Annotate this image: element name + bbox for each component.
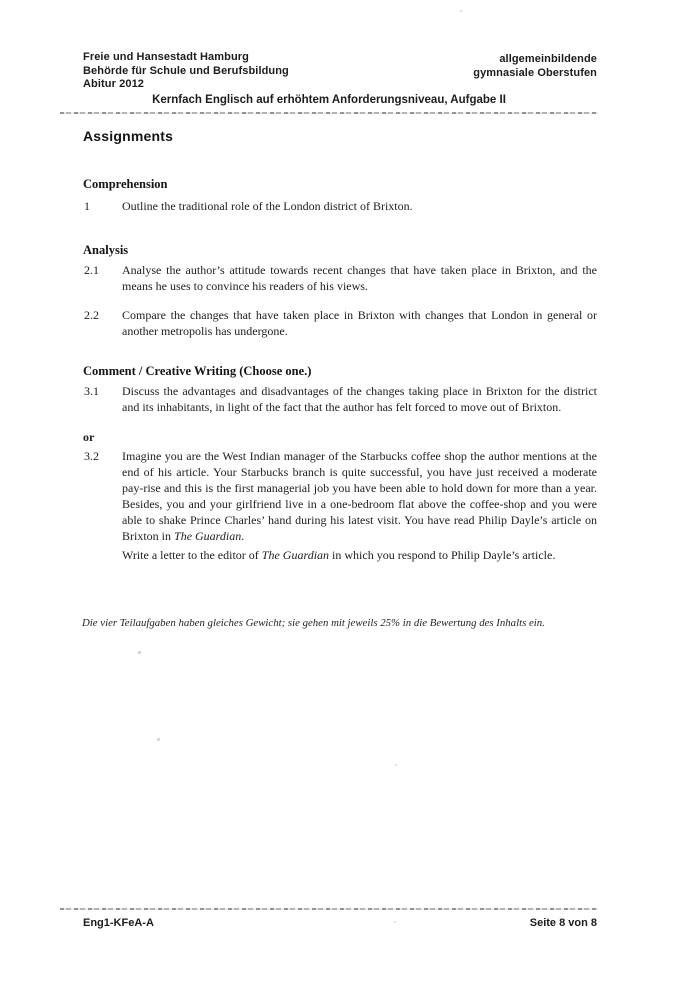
task-text: Analyse the author’s attitude towards recent changes that have taken place in Brixton, and the means he uses to convince his readers of his views. [122,263,597,293]
task-number: 1 [84,199,90,213]
task-text: Outline the traditional role of the London district of Brixton. [122,199,413,213]
footer-document-code: Eng1-KFeA-A [83,917,154,929]
task-text-segment: Imagine you are the West Indian manager of the Starbucks coffee shop the author mentions at the end of his article. Your Starbucks branch is quite successful, you have just received a moderate pay-rise and this is the first managerial job you have been able to hold down for more than a year. Besides, you and your girlfriend live in a one-bedroom flat above the coffee-shop and you were able to shake Prince Charles’ hand during his latest visit. You have read Philip Dayle’s article on Brixton in [122,449,597,543]
header-school-type-line: allgemeinbildende [499,53,597,65]
task-2-1 [83,262,597,294]
footer-rule [60,908,598,910]
header-rule [60,112,598,114]
task-text-segment: Write a letter to the editor of [122,548,262,562]
task-number: 2.1 [84,263,99,277]
task-3-2-paragraph-1 [122,448,597,544]
assignments-content [83,170,597,563]
section-heading-comprehension: Comprehension [83,177,168,191]
scan-speck [138,651,141,654]
task-2-2 [83,307,597,339]
task-text: Compare the changes that have taken place in Brixton with changes that London in general or another metropolis has undergone. [122,308,597,338]
or-label: or [83,430,95,444]
header-issuer-line: Freie und Hansestadt Hamburg [83,51,249,63]
task-number: 3.1 [84,384,99,398]
header-school-type-line: gymnasiale Oberstufen [473,66,597,79]
task-text: Discuss the advantages and disadvantages of the changes taking place in Brixton for the district and its inhabitants, in light of the fact that the author has felt forced to move out of Brixton. [122,384,597,414]
page-title: Assignments [83,128,174,144]
publication-name: The Guardian [174,529,242,543]
section-heading-analysis: Analysis [83,243,129,257]
task-3-2-paragraph-2 [122,547,597,563]
header-issuer-line: Abitur 2012 [83,78,145,90]
task-text [122,448,597,563]
task-text-segment: in which you respond to Philip Dayle’s article. [329,548,556,562]
header-school-type-block [473,53,597,80]
weighting-footnote: Die vier Teilaufgaben haben gleiches Gewicht; sie gehen mit jeweils 25% in die Bewertung des Inhalts ein. [82,617,545,629]
task-text-segment: . [241,529,245,543]
scan-speck [157,738,160,741]
task-3-1 [83,383,597,415]
header-issuer-line: Behörde für Schule und Berufsbildung [83,64,289,77]
header-issuer-block [83,51,289,92]
scan-speck [460,10,462,12]
task-number: 3.2 [84,449,99,463]
header-subject-line: Kernfach Englisch auf erhöhtem Anforderungsniveau, Aufgabe II [152,94,506,106]
task-1 [83,198,597,214]
scan-speck [395,764,397,766]
publication-name: The Guardian [261,548,330,562]
section-heading-comment-creative-writing: Comment / Creative Writing (Choose one.) [83,364,312,378]
task-number: 2.2 [84,308,99,322]
scan-speck [394,921,396,923]
footer-page-number: Seite 8 von 8 [529,917,597,929]
task-3-2 [83,448,597,563]
